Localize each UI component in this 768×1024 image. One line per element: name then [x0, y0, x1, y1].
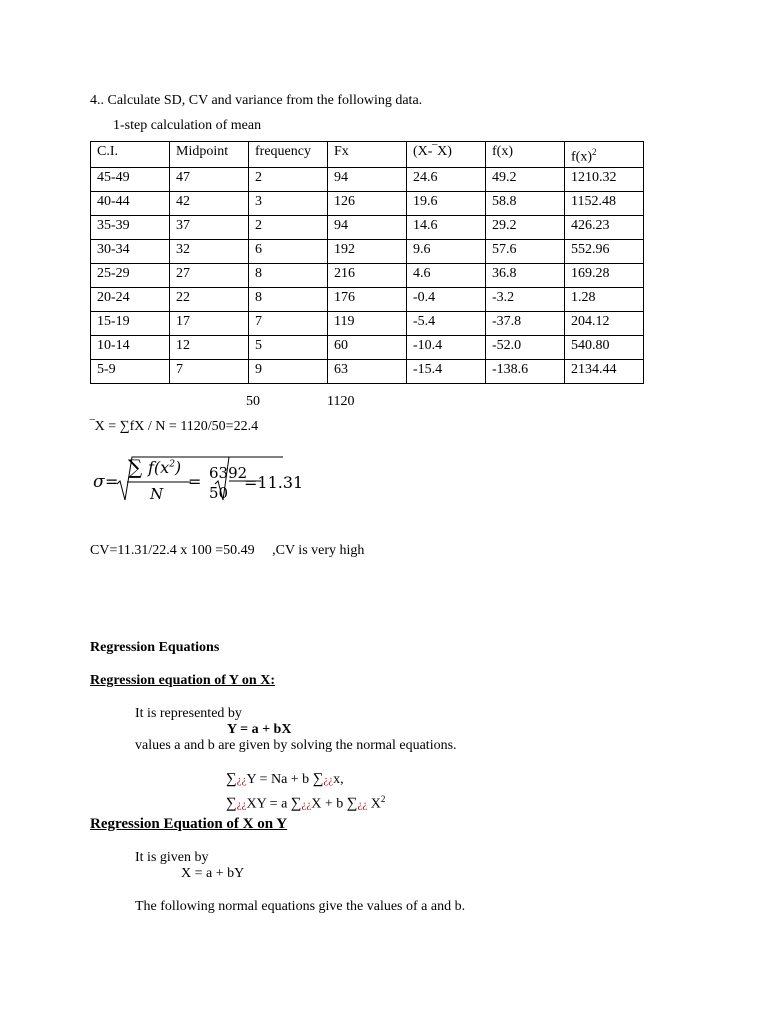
table-row	[91, 359, 644, 383]
cell-midpoint: 17	[170, 311, 249, 335]
sd-result: =11.31	[244, 473, 304, 492]
cell-frequency: 2	[249, 215, 328, 239]
cell-midpoint: 7	[170, 359, 249, 383]
cell-f-of-x: -3.2	[486, 287, 565, 311]
header-midpoint: Midpoint	[170, 142, 249, 168]
cell-frequency: 9	[249, 359, 328, 383]
equals-1: =	[105, 472, 119, 491]
regression-x-on-y-heading: Regression Equation of X on Y	[90, 816, 288, 832]
numerator-value: 6392	[209, 464, 248, 482]
cell-fx: 60	[328, 335, 407, 359]
cell-midpoint: 12	[170, 335, 249, 359]
cell-frequency: 8	[249, 263, 328, 287]
cell-midpoint: 47	[170, 167, 249, 191]
normal-eq2-part2: X + b	[311, 796, 347, 812]
cell-fx: 94	[328, 167, 407, 191]
table-row	[91, 263, 644, 287]
cell-deviation: 19.6	[407, 191, 486, 215]
cell-frequency: 7	[249, 311, 328, 335]
cell-deviation: 9.6	[407, 239, 486, 263]
header-frequency: frequency	[249, 142, 328, 168]
cell-f-of-x: -52.0	[486, 335, 565, 359]
cell-f-of-x-squared: 552.96	[565, 239, 644, 263]
cell-fx: 63	[328, 359, 407, 383]
equation-x: X = a + bY	[181, 866, 245, 881]
cell-f-of-x-squared: 169.28	[565, 263, 644, 287]
header-fx: Fx	[328, 142, 407, 168]
normal-equation-1	[226, 771, 344, 788]
total-frequency: 50	[246, 394, 260, 409]
cell-midpoint: 27	[170, 263, 249, 287]
sum-symbol-4: ∑	[290, 795, 302, 812]
cell-f-of-x-squared: 1.28	[565, 287, 644, 311]
header-f-of-x: f(x)	[486, 142, 565, 168]
normal-equation-2	[226, 794, 385, 813]
cell-ci: 10-14	[91, 335, 170, 359]
step-heading: 1-step calculation of mean	[113, 118, 262, 133]
table-row	[91, 167, 644, 191]
data-table	[90, 141, 644, 384]
sum-symbol-2: ∑	[312, 771, 324, 787]
cell-f-of-x: 29.2	[486, 215, 565, 239]
cell-ci: 25-29	[91, 263, 170, 287]
cell-midpoint: 22	[170, 287, 249, 311]
table-header-row	[91, 142, 644, 168]
fx-sup: 2	[169, 459, 175, 470]
fx-numerator	[148, 458, 181, 477]
fx-text: f(x	[148, 458, 170, 477]
sum-symbol: ∑	[128, 455, 143, 479]
n-denominator: N	[150, 485, 164, 503]
header-f-of-x-squared-text: f(x)	[571, 149, 592, 165]
cell-frequency: 5	[249, 335, 328, 359]
cv-calculation: CV=11.31/22.4 x 100 =50.49 ,CV is very high	[90, 543, 365, 558]
question-line	[90, 93, 422, 109]
cell-ci: 5-9	[91, 359, 170, 383]
denominator-value: 50	[209, 484, 229, 502]
given-by-text: It is given by	[135, 850, 209, 865]
cell-fx: 126	[328, 191, 407, 215]
normal-eq2-part3: X	[367, 796, 381, 812]
question-number: 4.	[90, 93, 101, 108]
error-glyph-5: ¿¿	[357, 798, 368, 811]
table-row	[91, 311, 644, 335]
cell-ci: 30-34	[91, 239, 170, 263]
cell-frequency: 8	[249, 287, 328, 311]
cell-f-of-x: -37.8	[486, 311, 565, 335]
error-glyph-2: ¿¿	[323, 774, 334, 786]
regression-heading: Regression Equations	[90, 640, 220, 655]
normal-eq2-sup: 2	[380, 794, 386, 804]
cell-frequency: 2	[249, 167, 328, 191]
regression-y-on-x-heading: Regression equation of Y on X:	[90, 673, 275, 688]
cell-deviation: 24.6	[407, 167, 486, 191]
normal-eq1-part1: Y = Na + b	[246, 772, 313, 787]
cell-frequency: 3	[249, 191, 328, 215]
cell-deviation: -10.4	[407, 335, 486, 359]
values-text: values a and b are given by solving the normal equations.	[135, 738, 457, 753]
cell-f-of-x-squared: 2134.44	[565, 359, 644, 383]
total-fx: 1120	[327, 394, 355, 409]
cell-f-of-x: 58.8	[486, 191, 565, 215]
cell-frequency: 6	[249, 239, 328, 263]
cell-deviation: -0.4	[407, 287, 486, 311]
table-row	[91, 335, 644, 359]
cell-fx: 119	[328, 311, 407, 335]
sum-symbol-5: ∑	[346, 795, 358, 812]
cell-fx: 192	[328, 239, 407, 263]
cell-ci: 15-19	[91, 311, 170, 335]
error-glyph-3: ¿¿	[236, 798, 247, 811]
represented-text: It is represented by	[135, 706, 242, 721]
mean-calculation: ‾X = ∑fX / N = 1120/50=22.4	[90, 419, 259, 434]
cell-deviation: -5.4	[407, 311, 486, 335]
cell-f-of-x-squared: 426.23	[565, 215, 644, 239]
cell-fx: 216	[328, 263, 407, 287]
cell-deviation: 4.6	[407, 263, 486, 287]
cell-midpoint: 32	[170, 239, 249, 263]
cell-f-of-x: 49.2	[486, 167, 565, 191]
error-glyph-1: ¿¿	[236, 774, 247, 786]
error-glyph-4: ¿¿	[301, 798, 312, 811]
cell-fx: 176	[328, 287, 407, 311]
equation-y: Y = a + bX	[227, 722, 292, 737]
cell-f-of-x-squared: 1152.48	[565, 191, 644, 215]
header-ci: C.I.	[91, 142, 170, 168]
cell-f-of-x: 57.6	[486, 239, 565, 263]
cell-f-of-x: 36.8	[486, 263, 565, 287]
sum-symbol-1: ∑	[226, 771, 237, 787]
table-row	[91, 191, 644, 215]
question-text: . Calculate SD, CV and variance from the following data.	[100, 93, 423, 108]
sigma-symbol: σ	[93, 472, 105, 492]
cell-ci: 45-49	[91, 167, 170, 191]
cell-ci: 20-24	[91, 287, 170, 311]
cell-midpoint: 37	[170, 215, 249, 239]
cell-midpoint: 42	[170, 191, 249, 215]
cell-f-of-x: -138.6	[486, 359, 565, 383]
sum-symbol-3: ∑	[226, 795, 237, 812]
equals-2: =	[188, 472, 202, 491]
cell-fx: 94	[328, 215, 407, 239]
header-f-of-x-squared	[565, 142, 644, 168]
following-text: The following normal equations give the values of a and b.	[135, 899, 466, 914]
header-squared-sup: 2	[592, 147, 597, 157]
normal-eq2-part1: XY = a	[246, 796, 291, 812]
normal-eq1-part2: x,	[333, 772, 344, 787]
cell-deviation: 14.6	[407, 215, 486, 239]
cell-deviation: -15.4	[407, 359, 486, 383]
table-row	[91, 239, 644, 263]
cell-f-of-x-squared: 204.12	[565, 311, 644, 335]
cell-f-of-x-squared: 540.80	[565, 335, 644, 359]
cell-f-of-x-squared: 1210.32	[565, 167, 644, 191]
fx-close: )	[174, 458, 182, 477]
cell-ci: 35-39	[91, 215, 170, 239]
cell-ci: 40-44	[91, 191, 170, 215]
header-deviation: (X-‾X)	[407, 142, 486, 168]
sd-formula	[93, 452, 313, 512]
table-row	[91, 287, 644, 311]
table-row	[91, 215, 644, 239]
